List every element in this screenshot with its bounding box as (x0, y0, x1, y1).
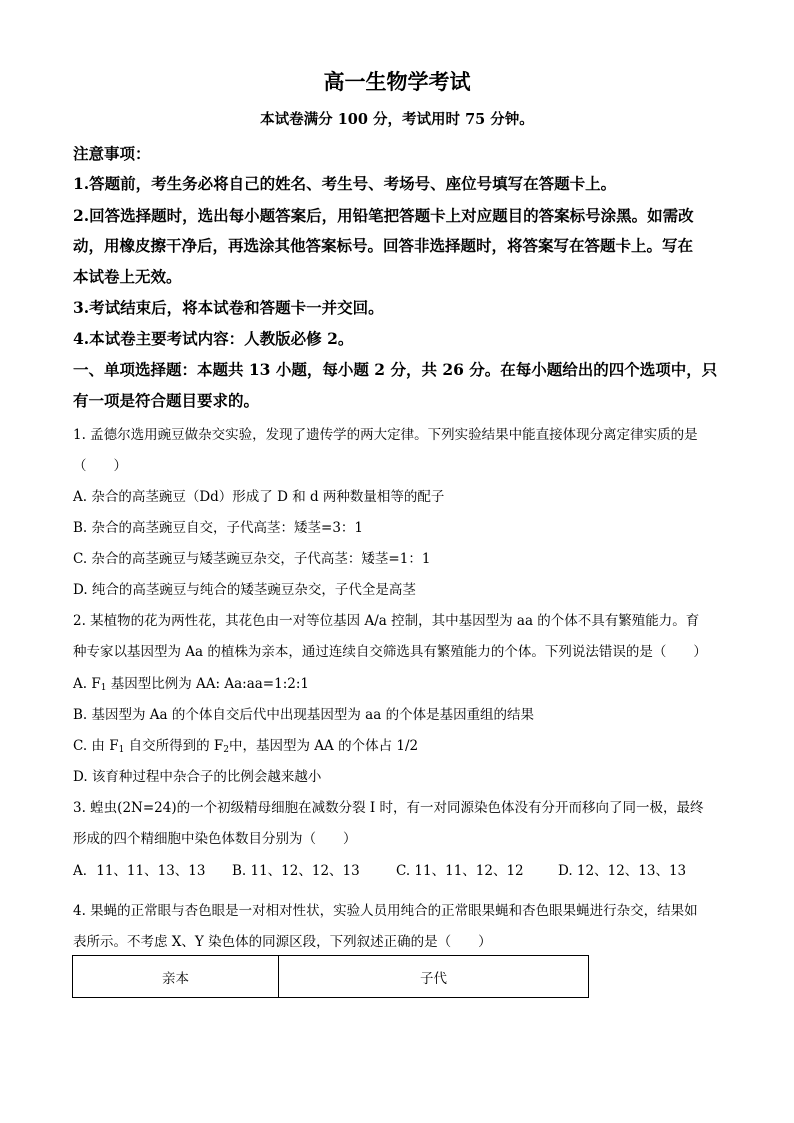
q4-stem-line-2: 表所示。不考虑 X、Y 染色体的同源区段，下列叙述正确的是（ ） (73, 934, 492, 950)
q2-stem-line-2: 种专家以基因型为 Aa 的植株为亲本，通过连续自交筛选具有繁殖能力的个体。下列说法错误的是（ ） (73, 644, 707, 660)
note-2-line-2: 动，用橡皮擦干净后，再选涂其他答案标号。回答非选择题时，将答案写在答题卡上。写在 (73, 236, 694, 255)
q3-stem-line-2: 形成的四个精细胞中染色体数目分别为（ ） (73, 831, 357, 847)
q2-option-a-prefix: A. F (73, 676, 101, 692)
q3-option-d: D. 12、12、13、13 (558, 863, 687, 879)
notes-heading: 注意事项： (73, 144, 151, 163)
section-1-heading-line-1: 一、单项选择题：本题共 13 小题，每小题 2 分，共 26 分。在每小题给出的四个选项中，只 (73, 360, 718, 379)
q1-option-a: A. 杂合的高茎豌豆（Dd）形成了 D 和 d 两种数量相等的配子 (73, 489, 445, 505)
q2-option-c-subscript-1: 1 (118, 745, 125, 755)
table-header-parents: 亲本 (73, 956, 279, 998)
table-header-row (73, 956, 589, 998)
q4-results-table (72, 955, 589, 998)
q3-option-c: C. 11、11、12、12 (396, 863, 524, 879)
q2-option-a-subscript: 1 (100, 683, 107, 693)
note-2-line-1: 2.回答选择题时，选出每小题答案后，用铅笔把答题卡上对应题目的答案标号涂黑。如需改 (73, 206, 694, 225)
section-1-heading-line-2: 有一项是符合题目要求的。 (73, 391, 260, 410)
q2-option-c-middle: 自交所得到的 F (124, 738, 224, 754)
q2-option-c-prefix: C. 由 F (73, 738, 119, 754)
q2-option-d: D. 该育种过程中杂合子的比例会越来越小 (73, 769, 322, 785)
q2-option-a (73, 672, 309, 693)
q1-option-d: D. 纯合的高茎豌豆与纯合的矮茎豌豆杂交，子代全是高茎 (73, 582, 416, 598)
note-3: 3.考试结束后，将本试卷和答题卡一并交回。 (73, 298, 384, 317)
page-subtitle: 本试卷满分 100 分，考试用时 75 分钟。 (260, 111, 534, 128)
q1-stem-line-2: （ ） (73, 458, 127, 474)
q3-option-b: B. 11、12、12、13 (232, 863, 360, 879)
q2-option-c-subscript-2: 2 (223, 745, 230, 755)
q2-stem-line-1: 2. 某植物的花为两性花，其花色由一对等位基因 A/a 控制，其中基因型为 aa 的个体不具有繁殖能力。育 (73, 613, 700, 629)
q2-option-c (73, 734, 418, 755)
q1-stem-line-1: 1. 孟德尔选用豌豆做杂交实验，发现了遗传学的两大定律。下列实验结果中能直接体现分离定律实质的是 (73, 427, 698, 443)
q3-stem-line-1: 3. 蝗虫(2N=24)的一个初级精母细胞在减数分裂 I 时，有一对同源染色体没有分开而移向了同一极，最终 (73, 800, 704, 816)
note-2-line-3: 本试卷上无效。 (73, 267, 182, 286)
q3-option-a: A．11、11、13、13 (73, 863, 206, 879)
q2-option-a-text: 基因型比例为 AA: Aa:aa=1:2:1 (106, 676, 309, 692)
q4-stem-line-1: 4. 果蝇的正常眼与杏色眼是一对相对性状，实验人员用纯合的正常眼果蝇和杏色眼果蝇进行杂交，结果如 (73, 903, 698, 919)
note-1: 1.答题前，考生务必将自己的姓名、考生号、考场号、座位号填写在答题卡上。 (73, 174, 617, 193)
q2-option-b: B. 基因型为 Aa 的个体自交后代中出现基因型为 aa 的个体是基因重组的结果 (73, 707, 535, 723)
note-4: 4.本试卷主要考试内容：人教版必修 2。 (73, 329, 354, 348)
q1-option-c: C. 杂合的高茎豌豆与矮茎豌豆杂交，子代高茎：矮茎=1：1 (73, 551, 431, 567)
table-header-offspring: 子代 (279, 956, 589, 998)
q2-option-c-text: 中，基因型为 AA 的个体占 1/2 (229, 738, 419, 754)
q1-option-b: B. 杂合的高茎豌豆自交，子代高茎：矮茎=3：1 (73, 520, 363, 536)
page-title: 高一生物学考试 (323, 69, 471, 94)
